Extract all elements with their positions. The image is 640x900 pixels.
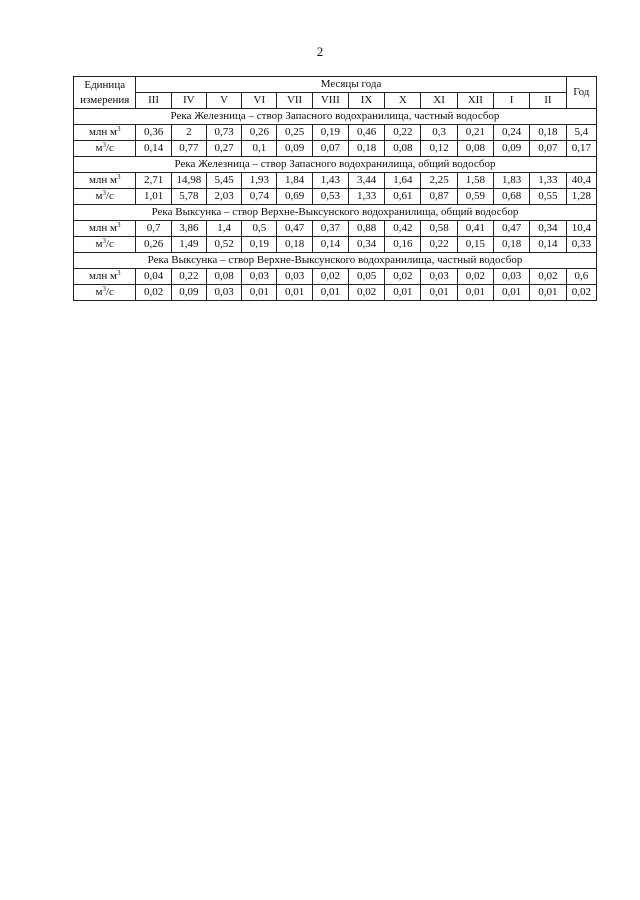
unit-tail: /с xyxy=(105,190,114,202)
year-value-cell: 10,4 xyxy=(566,221,596,237)
value-cell: 0,74 xyxy=(242,189,277,205)
unit-base: млн м xyxy=(88,174,117,186)
value-cell: 0,02 xyxy=(457,269,493,285)
unit-header-line-2: измерения xyxy=(80,93,130,106)
value-cell: 0,73 xyxy=(206,125,241,141)
unit-base: м xyxy=(95,190,103,202)
value-cell: 0,41 xyxy=(457,221,493,237)
year-value-cell: 0,33 xyxy=(566,237,596,253)
section-title-row xyxy=(74,109,597,125)
value-cell: 0,22 xyxy=(421,237,457,253)
value-cell: 1,49 xyxy=(171,237,206,253)
value-cell: 14,98 xyxy=(171,173,206,189)
year-value-cell: 5,4 xyxy=(566,125,596,141)
months-header: Месяцы года xyxy=(136,77,566,93)
unit-exponent: 3 xyxy=(102,189,106,197)
value-cell: 0,37 xyxy=(312,221,348,237)
table-row xyxy=(74,269,597,285)
value-cell: 0,77 xyxy=(171,141,206,157)
unit-tail: /с xyxy=(105,142,114,154)
value-cell: 0,04 xyxy=(136,269,171,285)
value-cell: 0,21 xyxy=(457,125,493,141)
value-cell: 3,44 xyxy=(348,173,384,189)
value-cell: 0,03 xyxy=(206,285,241,301)
value-cell: 0,25 xyxy=(277,125,312,141)
value-cell: 0,42 xyxy=(385,221,421,237)
section-title-row xyxy=(74,205,597,221)
month-header-cell: IV xyxy=(171,93,206,109)
unit-base: м xyxy=(95,238,103,250)
section-title: Река Выксунка – створ Верхне-Выксунского водохранилища, частный водосбор xyxy=(74,253,597,269)
value-cell: 0,01 xyxy=(493,285,529,301)
value-cell: 1,33 xyxy=(348,189,384,205)
month-header-cell: V xyxy=(206,93,241,109)
value-cell: 0,01 xyxy=(385,285,421,301)
unit-exponent: 3 xyxy=(102,285,106,293)
value-cell: 0,01 xyxy=(312,285,348,301)
value-cell: 0,03 xyxy=(242,269,277,285)
month-header-cell: VI xyxy=(242,93,277,109)
value-cell: 1,93 xyxy=(242,173,277,189)
value-cell: 2 xyxy=(171,125,206,141)
value-cell: 0,09 xyxy=(493,141,529,157)
value-cell: 0,69 xyxy=(277,189,312,205)
value-cell: 0,03 xyxy=(277,269,312,285)
value-cell: 0,59 xyxy=(457,189,493,205)
section-title: Река Железница – створ Запасного водохранилища, частный водосбор xyxy=(74,109,597,125)
value-cell: 1,84 xyxy=(277,173,312,189)
value-cell: 0,26 xyxy=(136,237,171,253)
unit-cell xyxy=(74,285,136,301)
section-title-row xyxy=(74,157,597,173)
value-cell: 3,86 xyxy=(171,221,206,237)
value-cell: 0,22 xyxy=(171,269,206,285)
value-cell: 0,24 xyxy=(493,125,529,141)
month-header-cell: X xyxy=(385,93,421,109)
unit-exponent: 3 xyxy=(117,125,121,133)
value-cell: 0,18 xyxy=(493,237,529,253)
table-row xyxy=(74,221,597,237)
value-cell: 0,02 xyxy=(348,285,384,301)
unit-cell xyxy=(74,189,136,205)
value-cell: 0,18 xyxy=(277,237,312,253)
value-cell: 2,03 xyxy=(206,189,241,205)
unit-cell xyxy=(74,237,136,253)
month-header-cell: II xyxy=(530,93,566,109)
value-cell: 0,52 xyxy=(206,237,241,253)
section-title-row xyxy=(74,253,597,269)
unit-exponent: 3 xyxy=(117,269,121,277)
value-cell: 0,09 xyxy=(171,285,206,301)
month-header-cell: VII xyxy=(277,93,312,109)
unit-exponent: 3 xyxy=(117,221,121,229)
unit-cell xyxy=(74,221,136,237)
unit-header-line-1: Единица xyxy=(84,78,126,91)
table-row xyxy=(74,237,597,253)
runoff-table xyxy=(73,76,597,301)
value-cell: 0,08 xyxy=(206,269,241,285)
value-cell: 0,14 xyxy=(530,237,566,253)
unit-tail: /с xyxy=(105,286,114,298)
value-cell: 0,47 xyxy=(277,221,312,237)
table-row xyxy=(74,285,597,301)
year-value-cell: 40,4 xyxy=(566,173,596,189)
header-row-top xyxy=(74,77,597,93)
year-value-cell: 0,02 xyxy=(566,285,596,301)
table-row xyxy=(74,141,597,157)
year-value-cell: 0,6 xyxy=(566,269,596,285)
value-cell: 0,08 xyxy=(457,141,493,157)
month-header-cell: VIII xyxy=(312,93,348,109)
value-cell: 2,71 xyxy=(136,173,171,189)
unit-base: млн м xyxy=(88,270,117,282)
table-row xyxy=(74,173,597,189)
value-cell: 0,55 xyxy=(530,189,566,205)
value-cell: 0,22 xyxy=(385,125,421,141)
unit-cell xyxy=(74,125,136,141)
unit-base: млн м xyxy=(88,126,117,138)
value-cell: 0,18 xyxy=(530,125,566,141)
value-cell: 0,1 xyxy=(242,141,277,157)
value-cell: 5,45 xyxy=(206,173,241,189)
month-header-cell: III xyxy=(136,93,171,109)
unit-exponent: 3 xyxy=(102,237,106,245)
value-cell: 0,3 xyxy=(421,125,457,141)
value-cell: 0,01 xyxy=(277,285,312,301)
value-cell: 0,26 xyxy=(242,125,277,141)
value-cell: 1,83 xyxy=(493,173,529,189)
month-header-cell: I xyxy=(493,93,529,109)
value-cell: 0,12 xyxy=(421,141,457,157)
value-cell: 1,58 xyxy=(457,173,493,189)
value-cell: 0,02 xyxy=(136,285,171,301)
unit-base: м xyxy=(95,142,103,154)
value-cell: 0,68 xyxy=(493,189,529,205)
page-number: 2 xyxy=(316,44,324,59)
value-cell: 0,5 xyxy=(242,221,277,237)
table-row xyxy=(74,189,597,205)
value-cell: 0,01 xyxy=(530,285,566,301)
value-cell: 0,03 xyxy=(421,269,457,285)
value-cell: 0,16 xyxy=(385,237,421,253)
unit-base: млн м xyxy=(88,222,117,234)
value-cell: 0,88 xyxy=(348,221,384,237)
value-cell: 1,43 xyxy=(312,173,348,189)
unit-column-header xyxy=(74,77,136,109)
unit-cell xyxy=(74,141,136,157)
value-cell: 0,08 xyxy=(385,141,421,157)
value-cell: 0,09 xyxy=(277,141,312,157)
months-row xyxy=(74,93,597,109)
unit-cell xyxy=(74,173,136,189)
value-cell: 0,53 xyxy=(312,189,348,205)
year-header: Год xyxy=(566,77,596,109)
table-body xyxy=(74,77,597,301)
value-cell: 1,33 xyxy=(530,173,566,189)
value-cell: 0,7 xyxy=(136,221,171,237)
value-cell: 0,47 xyxy=(493,221,529,237)
value-cell: 0,87 xyxy=(421,189,457,205)
value-cell: 0,46 xyxy=(348,125,384,141)
value-cell: 0,05 xyxy=(348,269,384,285)
year-value-cell: 0,17 xyxy=(566,141,596,157)
value-cell: 2,25 xyxy=(421,173,457,189)
value-cell: 0,01 xyxy=(242,285,277,301)
section-title: Река Железница – створ Запасного водохранилища, общий водосбор xyxy=(74,157,597,173)
unit-cell xyxy=(74,269,136,285)
value-cell: 0,01 xyxy=(457,285,493,301)
value-cell: 0,02 xyxy=(385,269,421,285)
value-cell: 0,15 xyxy=(457,237,493,253)
value-cell: 0,34 xyxy=(530,221,566,237)
value-cell: 0,58 xyxy=(421,221,457,237)
value-cell: 0,18 xyxy=(348,141,384,157)
value-cell: 5,78 xyxy=(171,189,206,205)
unit-exponent: 3 xyxy=(117,173,121,181)
month-header-cell: XII xyxy=(457,93,493,109)
value-cell: 0,19 xyxy=(312,125,348,141)
value-cell: 0,14 xyxy=(312,237,348,253)
unit-exponent: 3 xyxy=(102,141,106,149)
value-cell: 1,64 xyxy=(385,173,421,189)
value-cell: 0,34 xyxy=(348,237,384,253)
year-value-cell: 1,28 xyxy=(566,189,596,205)
value-cell: 0,36 xyxy=(136,125,171,141)
value-cell: 0,61 xyxy=(385,189,421,205)
value-cell: 1,4 xyxy=(206,221,241,237)
value-cell: 0,14 xyxy=(136,141,171,157)
section-title: Река Выксунка – створ Верхне-Выксунского водохранилища, общий водосбор xyxy=(74,205,597,221)
value-cell: 0,07 xyxy=(312,141,348,157)
value-cell: 0,19 xyxy=(242,237,277,253)
unit-tail: /с xyxy=(105,238,114,250)
value-cell: 0,03 xyxy=(493,269,529,285)
table-row xyxy=(74,125,597,141)
value-cell: 0,02 xyxy=(312,269,348,285)
value-cell: 0,27 xyxy=(206,141,241,157)
month-header-cell: IX xyxy=(348,93,384,109)
unit-base: м xyxy=(95,286,103,298)
value-cell: 0,07 xyxy=(530,141,566,157)
value-cell: 1,01 xyxy=(136,189,171,205)
value-cell: 0,01 xyxy=(421,285,457,301)
month-header-cell: XI xyxy=(421,93,457,109)
value-cell: 0,02 xyxy=(530,269,566,285)
